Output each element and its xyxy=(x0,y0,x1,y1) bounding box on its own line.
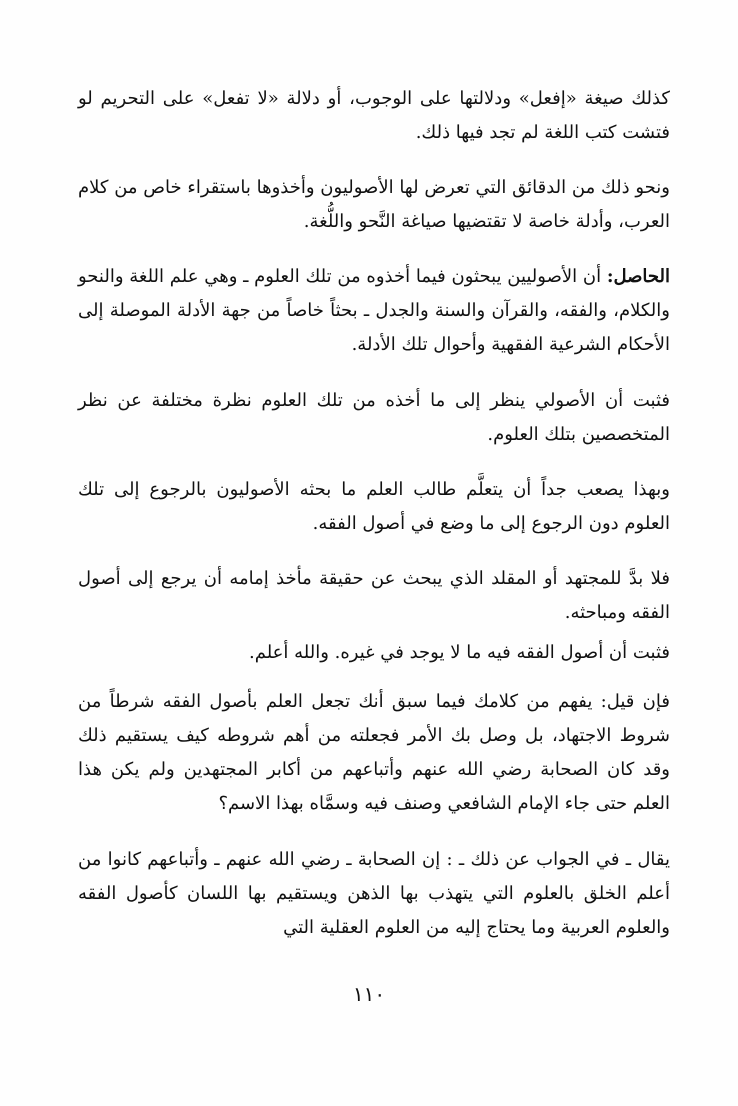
paragraph-5 xyxy=(78,473,670,541)
paragraph-text: فثبت أن الأصولي ينظر إلى ما أخذه من تلك العلوم نظرة مختلفة عن نظر المتخصصين بتلك العلوم. xyxy=(78,390,670,445)
paragraph-6 xyxy=(78,562,670,630)
paragraph-text: أن الأصوليين يبحثون فيما أخذوه من تلك العلوم ـ وهي علم اللغة والنحو والكلام، والفقه، والقرآن والسنة والجدل ـ بحثاً خاصاً من جهة الأدلة الموصلة إلى الأحكام الشرعية الفقهية وأحوال تلك الأدلة. xyxy=(78,266,670,355)
paragraph-2 xyxy=(78,171,670,239)
paragraph-text: فثبت أن أصول الفقه فيه ما لا يوجد في غيره. والله أعلم. xyxy=(249,642,670,663)
paragraph-text: ونحو ذلك من الدقائق التي تعرض لها الأصوليون وأخذوها باستقراء خاص من كلام العرب، وأدلة خاصة لا تقتضيها صياغة النَّحو واللُّغة. xyxy=(78,177,670,232)
paragraph-text: وبهذا يصعب جداً أن يتعلَّم طالب العلم ما بحثه الأصوليون بالرجوع إلى تلك العلوم دون الرجوع إلى ما وضع في أصول الفقه. xyxy=(78,479,670,534)
paragraph-text: يقال ـ في الجواب عن ذلك ـ : إن الصحابة ـ رضي الله عنهم ـ وأتباعهم كانوا من أعلم الخلق بالعلوم التي يتهذب بها الذهن ويستقيم بها اللسان كأصول الفقه والعلوم العربية وما يحتاج إليه من العلوم العقلية التي xyxy=(78,849,670,938)
paragraph-7 xyxy=(78,636,670,670)
paragraph-text: فإن قيل: يفهم من كلامك فيما سبق أنك تجعل العلم بأصول الفقه شرطاً من شروط الاجتهاد، بل وصل بك الأمر فجعلته من أهم شروطه كيف يستقيم ذلك وقد كان الصحابة رضي الله عنهم وأتباعهم من أكابر المجتهدين ولم يكن هذا العلم حتى جاء الإمام الشافعي وصنف فيه وسمَّاه بهذا الاسم؟ xyxy=(78,691,670,814)
paragraph-1 xyxy=(78,82,670,150)
paragraph-text: كذلك صيغة «إفعل» ودلالتها على الوجوب، أو دلالة «لا تفعل» على التحريم لو فتشت كتب اللغة لم تجد فيها ذلك. xyxy=(78,88,670,143)
paragraph-lead: الحاصل: xyxy=(606,266,670,287)
paragraph-8 xyxy=(78,685,670,821)
page-number: ١١٠ xyxy=(352,982,386,1006)
paragraph-9 xyxy=(78,843,670,945)
paragraph-4 xyxy=(78,384,670,452)
paragraph-3 xyxy=(78,260,670,362)
paragraph-text: فلا بدَّ للمجتهد أو المقلد الذي يبحث عن حقيقة مأخذ إمامه أن يرجع إلى أصول الفقه ومباحثه. xyxy=(78,568,670,623)
